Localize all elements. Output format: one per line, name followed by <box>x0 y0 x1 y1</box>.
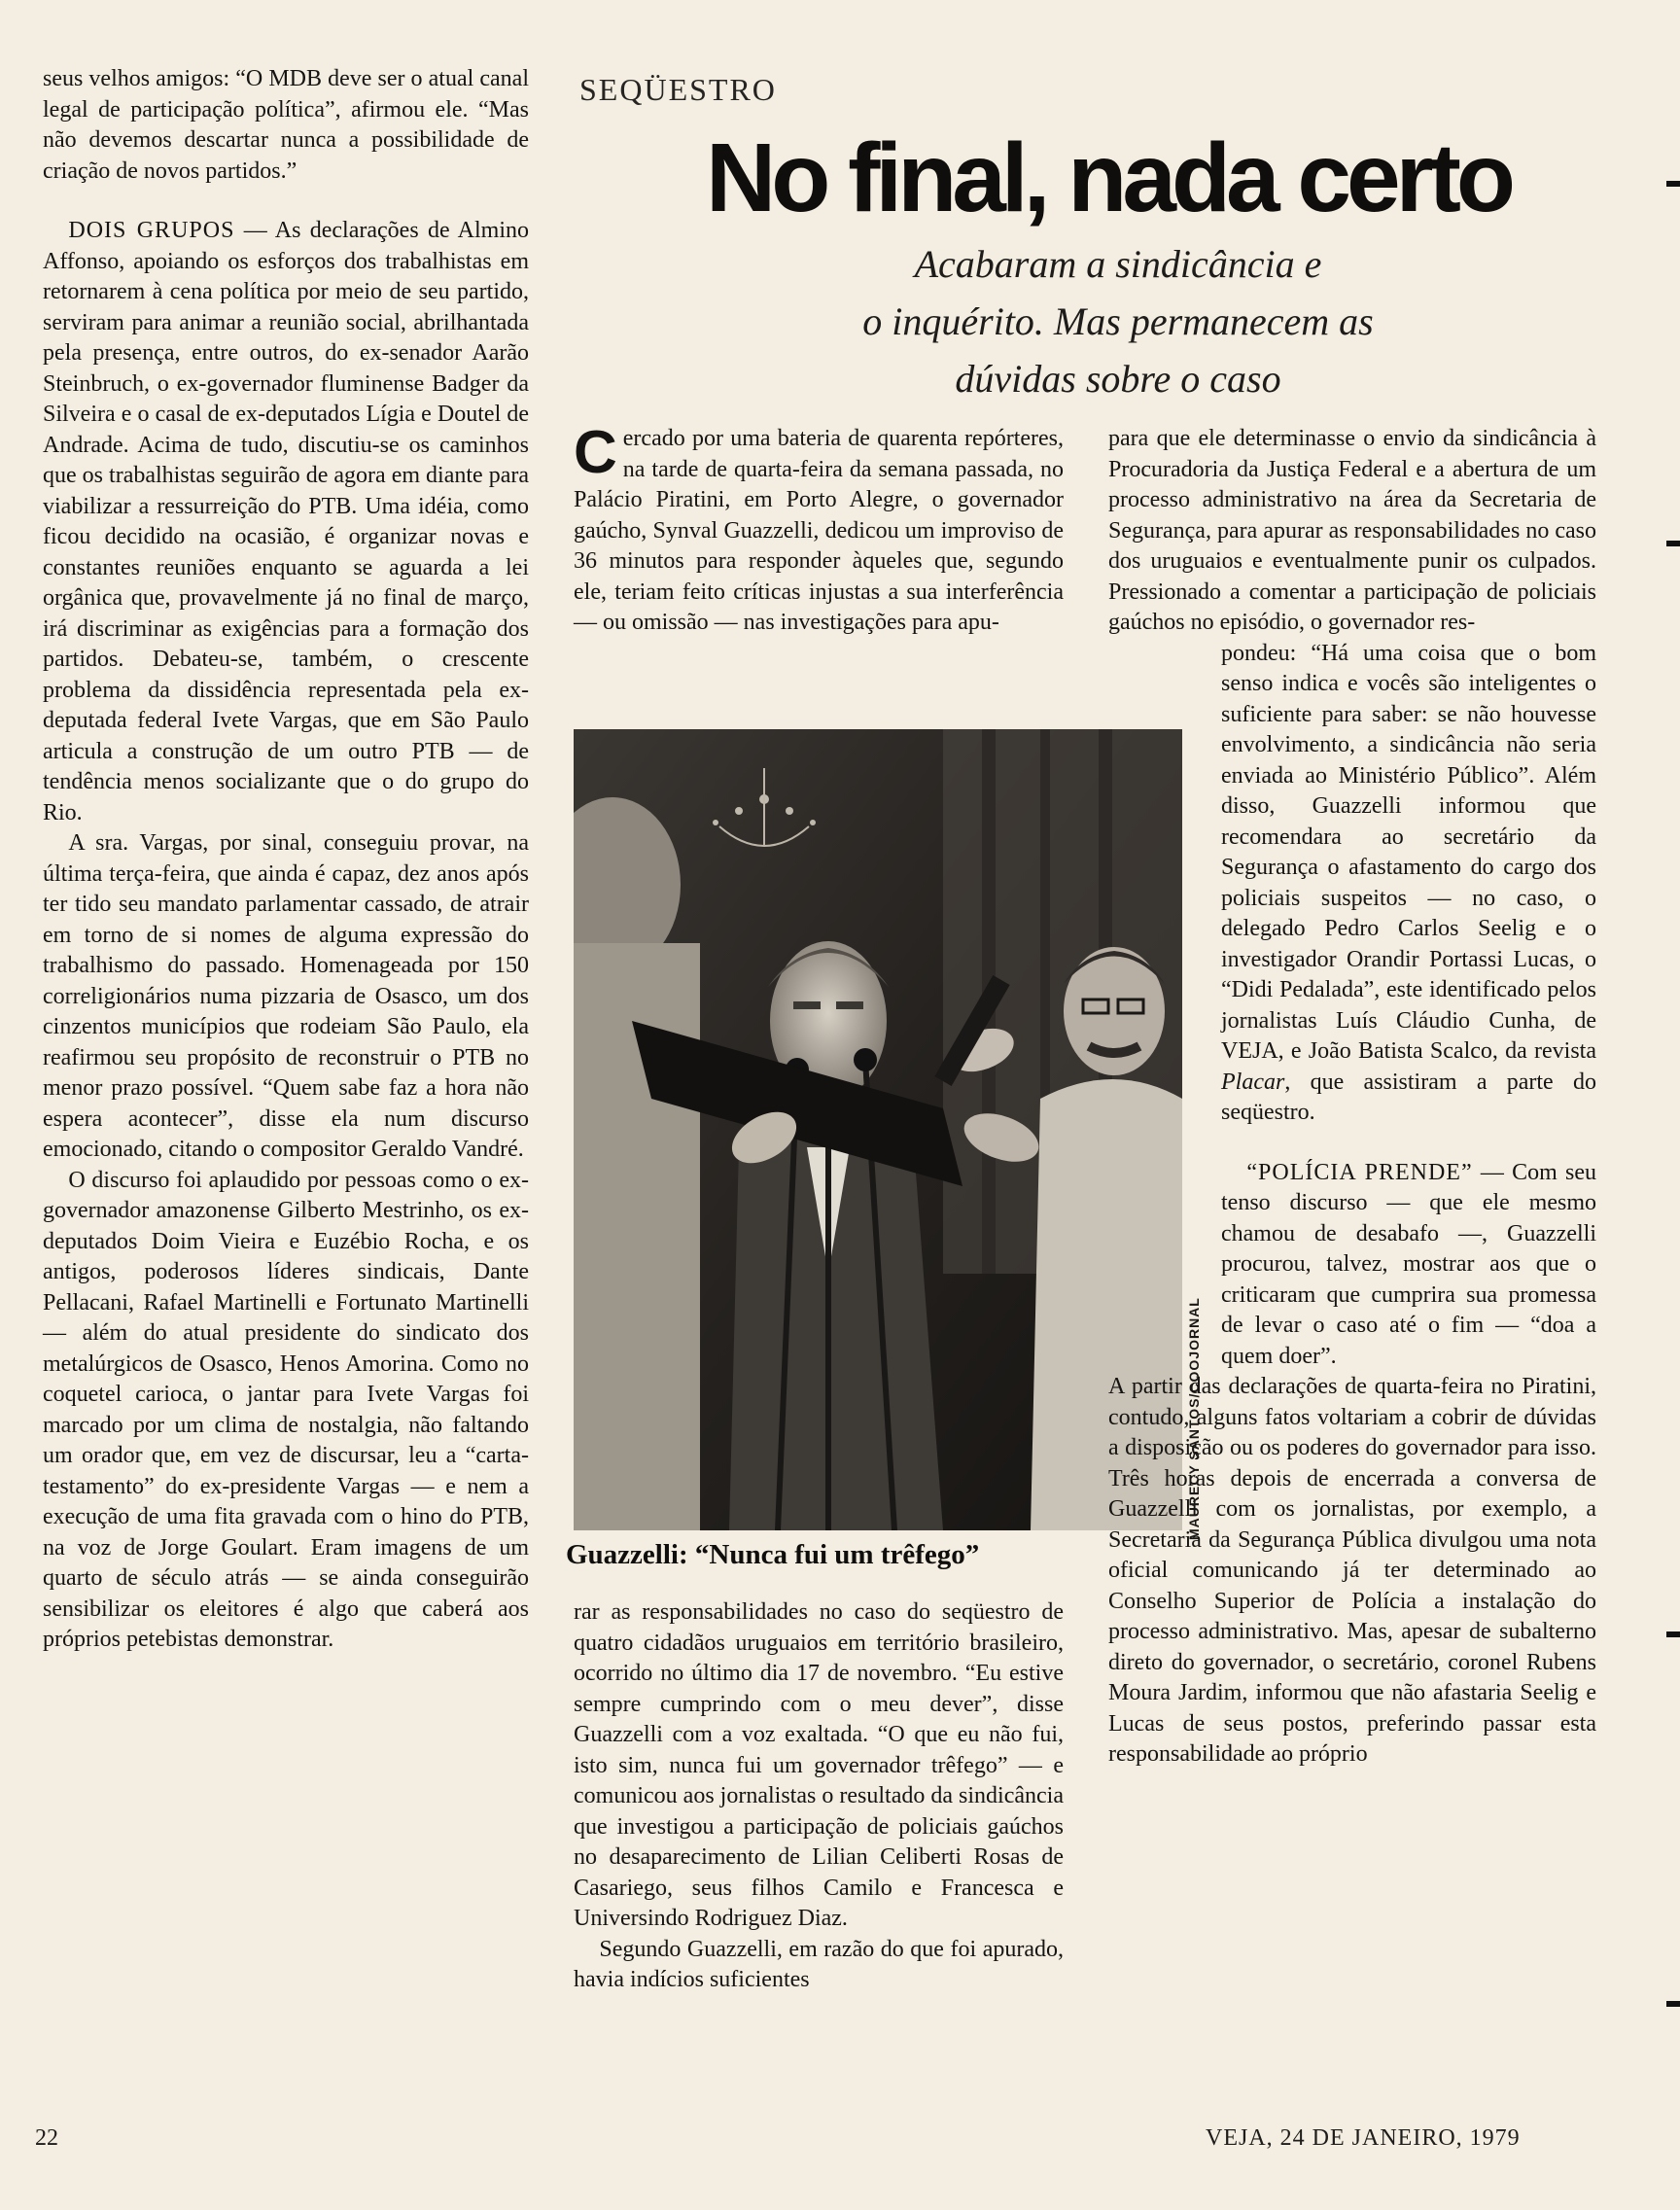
col3-paragraph-2 <box>1221 1158 1596 1373</box>
subhead-dois-grupos: DOIS GRUPOS <box>68 218 235 243</box>
photo-caption: Guazzelli: “Nunca fui um trêfego” <box>566 1539 980 1570</box>
col3-paragraph-1-cont <box>1221 639 1596 1129</box>
press-photo-illustration <box>574 729 1182 1530</box>
photo-credit: MAURECY SANTOS/COOJORNAL <box>1186 1297 1202 1540</box>
headline: No final, nada certo <box>706 123 1511 232</box>
col3-paragraph-1-cont-text: pondeu: “Há uma coisa que o bom senso indica e vocês são inteligentes o suficiente para saber: se não houvesse envolvimento, a sindicância não seria enviada ao Ministério Público”. Além disso, Guazzelli informou que recomendara ao secretário da Segurança o afastamento do cargo dos policiais suspeitos — no caso, o delegado Pedro Carlos Seelig e o investigador Orandir Portassi Lucas, o “Didi Pedalada”, este identificado pelos jornalistas Luís Cláudio Cunha, de VEJA, e João Batista Scalco, da revista <box>1221 640 1596 1064</box>
column-1 <box>43 64 529 1656</box>
edge-mark <box>1666 2001 1680 2007</box>
col3-paragraph-1: para que ele determinasse o envio da sindicância à Procuradoria da Justiça Federal e a abertura de um processo administrativo na área da Secretaria de Segurança, para apurar as responsabilidades no caso dos uruguaios e eventualmente punir os culpados. Pressionado a comentar a participação de policiais gaúchos no episódio, o governador res- <box>1108 426 1596 635</box>
col3-paragraph-2-text: — Com seu tenso discurso — que ele mesmo chamou de desabafo —, Guazzelli procurou, talvez, mostrar aos que o criticaram que cumprira sua promessa de levar o caso até o fim — “doa a quem doer”. <box>1221 1159 1597 1369</box>
press-photo <box>574 729 1182 1530</box>
col1-paragraph-1: seus velhos amigos: “O MDB deve ser o atual canal legal de participação política”, afirmou ele. “Mas não devemos descartar nunca a possibilidade de criação de novos partidos.” <box>43 66 529 184</box>
column-3 <box>1108 424 1596 1771</box>
col1-paragraph-4: O discurso foi aplaudido por pessoas como o ex-governador amazonense Gilberto Mestrinho, os ex-deputados Doim Vieira e Euzébio Rocha, e os antigos, poderosos líderes sindicais, Dante Pellacani, Rafael Martinelli e Fortunato Martinelli — além do atual presidente do sindicato dos metalúrgicos de Osasco, Henos Amorina. Como no coquetel carioca, o jantar para Ivete Vargas foi marcado por um clima de nostalgia, não faltando um orador que, em vez de discursar, leu a “carta-testamento” do ex-presidente Vargas — e nem a execução de uma fita gravada com o hino do PTB, na voz de Jorge Goulart. Eram imagens de um quarto de século atrás — se ainda conseguirão sensibilizar os eleitores é algo que caberá aos próprios petebistas demonstrar. <box>43 1167 529 1652</box>
col3-paragraph-1-cont-end: , que assistiram a parte do seqüestro. <box>1221 1069 1596 1125</box>
deck-line-1: Acabaram a sindicância e <box>914 242 1322 286</box>
edge-mark <box>1666 541 1680 546</box>
col1-paragraph-3: A sra. Vargas, por sinal, conseguiu provar, na última terça-feira, que ainda é capaz, dez anos após ter tido seu mandato parlamentar cassado, de atrair em torno de si nomes de alguma expressão do trabalhismo do passado. Homenageada por 150 correligionários numa pizzaria de Osasco, um dos cinzentos municípios que rodeiam São Paulo, ela reafirmou seu propósito de reconstruir o PTB no menor prazo possível. “Quem sabe faz a hora não espera acontecer”, disse ela num discurso emocionado, citando o compositor Geraldo Vandré. <box>43 830 529 1162</box>
col3-paragraph-3: A partir das declarações de quarta-feira no Piratini, contudo, alguns fatos voltariam a cobrir de dúvidas a disposição ou os poderes do governador para isso. Três horas depois de encerrada a conversa de Guazzelli com os jornalistas, por exemplo, a Secretaria da Segurança Pública divulgou uma nota oficial comunicando já ter determinado ao Conselho Superior de Polícia a instalação do processo administrativo. Mas, apesar de subalterno direto do governador, o secretário, coronel Rubens Moura Jardim, informou que não afastaria Seelig e Lucas de seus postos, preferindo passar esta responsabilidade ao próprio <box>1108 1374 1596 1767</box>
magazine-name-placar: Placar <box>1221 1069 1285 1095</box>
deck-line-3: dúvidas sobre o caso <box>955 357 1281 401</box>
column-2-bottom <box>574 1597 1064 1996</box>
issue-date: VEJA, 24 DE JANEIRO, 1979 <box>1206 2125 1521 2151</box>
column-2-top <box>574 419 1064 639</box>
deck <box>681 235 1556 407</box>
subhead-policia-prende: “POLÍCIA PRENDE” <box>1246 1159 1473 1185</box>
page-number: 22 <box>35 2125 58 2151</box>
col2-paragraph-2: rar as responsabilidades no caso do seqüestro de quatro cidadãos uruguaios em território brasileiro, ocorrido no último dia 17 de novembro. “Eu estive sempre cumprindo com o meu dever”, disse Guazzelli com a voz exaltada. “O que eu não fui, isto sim, nunca fui um governador trêfego” — e comunicou aos jornalistas o resultado da sindicância que investigou a participação de policiais gaúchos no desaparecimento de Lilian Celiberti Rosas de Casariego, seus filhos Camilo e Francesca e Universindo Rodriguez Diaz. <box>574 1599 1064 1931</box>
col2-paragraph-1-text: ercado por uma bateria de quarenta repórteres, na tarde de quarta-feira da semana passada, no Palácio Piratini, em Porto Alegre, o governador gaúcho, Synval Guazzelli, dedicou um improviso de 36 minutos para responder àqueles que, segundo ele, teriam feito críticas injustas a sua interferência — ou omissão — nas investigações para apu- <box>574 426 1064 635</box>
drop-cap: C <box>574 419 617 486</box>
deck-line-2: o inquérito. Mas permanecem as <box>862 299 1374 343</box>
col2-paragraph-3: Segundo Guazzelli, em razão do que foi apurado, havia indícios suficientes <box>574 1936 1064 1992</box>
col2-paragraph-1 <box>574 419 1064 639</box>
col1-paragraph-2 <box>43 216 529 828</box>
edge-mark <box>1666 1631 1680 1637</box>
edge-mark <box>1666 181 1680 187</box>
col1-paragraph-2-text: — As declarações de Almino Affonso, apoiando os esforços dos trabalhistas em retornarem à cena política por meio de seu partido, serviram para animar a reunião social, abrilhantada pela presença, entre outros, do ex-senador Aarão Steinbruch, o ex-governador fluminense Badger da Silveira e o casal de ex-deputados Lígia e Doutel de Andrade. Acima de tudo, discutiu-se os caminhos que os trabalhistas seguirão de agora em diante para viabilizar a ressurreição do PTB. Uma idéia, como ficou decidido na ocasião, é organizar novas e constantes reuniões enquanto se aguarda a lei orgânica que, provavelmente já no final de março, irá discriminar as exigências para a formação dos partidos. Debateu-se, também, o crescente problema da dissidência representada pela ex-deputada federal Ivete Vargas, que em São Paulo articula a construção de um outro PTB — de tendência menos socializante que o do grupo do Rio. <box>43 218 529 825</box>
section-kicker: SEQÜESTRO <box>579 72 777 107</box>
